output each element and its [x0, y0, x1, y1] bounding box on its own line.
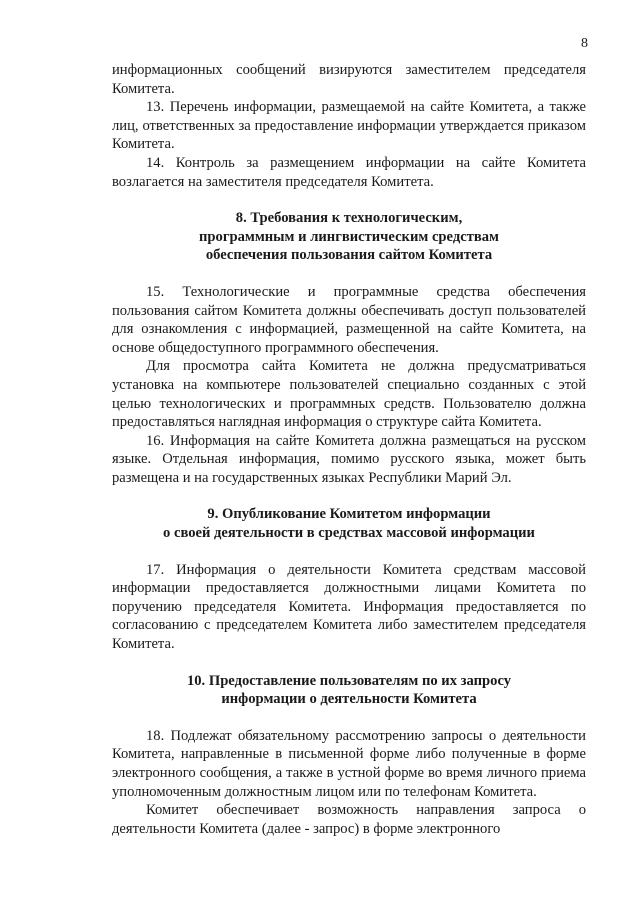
paragraph-15-cont: Для просмотра сайта Комитета не должна предусматриваться установка на компьютере пользователей специально созданных с этой целью технологических и программных средств. Пользователю должна предоставляться наглядная информация о структуре сайта Комитета. — [112, 358, 586, 431]
page-number: 8 — [581, 36, 588, 51]
section-9-heading — [112, 505, 586, 542]
section-8-title-line-2: программным и лингвистическим средствам — [199, 228, 499, 245]
section-10-heading — [112, 672, 586, 709]
paragraph-16: 16. Информация на сайте Комитета должна размещаться на русском языке. Отдельная информация, помимо русского языка, может быть размещена и на государственных языках Республики Марий Эл. — [112, 432, 586, 486]
section-9-title-line-2: о своей деятельности в средствах массовой информации — [163, 525, 535, 542]
paragraph-14: 14. Контроль за размещением информации на сайте Комитета возлагается на заместителя председателя Комитета. — [112, 154, 586, 190]
paragraph-continuation: информационных сообщений визируются заместителем председателя Комитета. — [112, 62, 586, 97]
document-body — [112, 61, 586, 838]
paragraph-18: 18. Подлежат обязательному рассмотрению запросы о деятельности Комитета, направленные в письменной форме либо полученные в форме электронного сообщения, а также в устной форме во время личного приема уполномоченным должностным лицом или по телефонам Комитета. — [112, 727, 586, 800]
section-9-title-line-1: 9. Опубликование Комитетом информации — [207, 506, 491, 523]
section-10-title-line-2: информации о деятельности Комитета — [221, 691, 477, 708]
paragraph-18-cont: Комитет обеспечивает возможность направления запроса о деятельности Комитета (далее - запрос) в форме электронного — [112, 802, 586, 837]
section-8-title-line-1: 8. Требования к технологическим, — [235, 210, 463, 227]
paragraph-17: 17. Информация о деятельности Комитета средствам массовой информации предоставляется должностными лицами Комитета по поручению председателя Комитета. Информация предоставляется по согласованию с председателем Комитета либо заместителем председателя Комитета. — [112, 561, 586, 653]
paragraph-13: 13. Перечень информации, размещаемой на сайте Комитета, а также лиц, ответственных за предоставление информации утверждается приказом Комитета. — [112, 99, 586, 153]
section-10-title-line-1: 10. Предоставление пользователям по их запросу — [186, 672, 512, 689]
section-8-heading — [112, 209, 586, 265]
section-8-title-line-3: обеспечения пользования сайтом Комитета — [205, 247, 493, 264]
paragraph-15: 15. Технологические и программные средства обеспечения пользования сайтом Комитета должны обеспечивать доступ пользователей для ознакомления с информацией, размещенной на сайте Комитета, на основе общедоступного программного обеспечения. — [112, 283, 586, 356]
